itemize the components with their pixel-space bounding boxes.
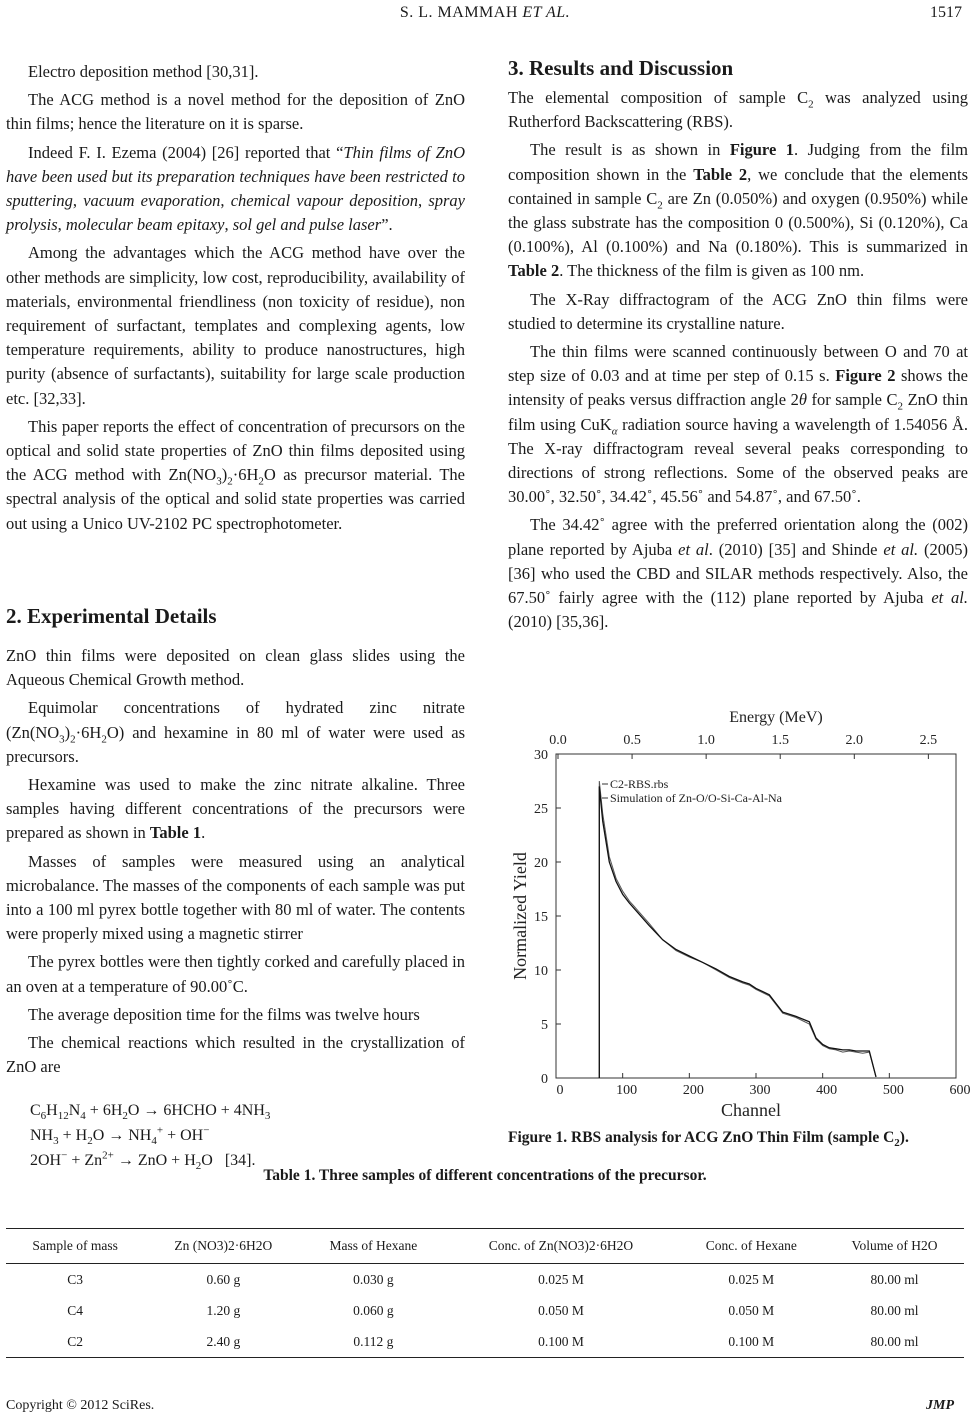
legend-entry: Simulation of Zn-O/O-Si-Ca-Al-Na (610, 791, 782, 805)
footer-copyright: Copyright © 2012 SciRes. (6, 1398, 155, 1413)
paragraph: The pyrex bottles were then tightly corked and carefully placed in an oven at a temperature of 90.00˚C. (6, 952, 465, 996)
column-header: Conc. of Hexane (705, 1238, 797, 1253)
table-cell: C3 (67, 1271, 83, 1287)
top-tick-label: 2.5 (919, 733, 938, 748)
table-cell: 0.050 M (728, 1302, 775, 1318)
footer-journal: JMP (926, 1398, 954, 1413)
equation-3: $2OH^- + Zn^{2+}$ → ZnO + $H_2O$ [34]. (30, 1149, 256, 1173)
section-heading: 3. Results and Discussion (508, 56, 734, 80)
y-tick-label: 10 (534, 964, 548, 979)
series-line (599, 781, 876, 1078)
header-authors: S. L. MAMMAH (399, 4, 518, 21)
top-tick-label: 0.5 (623, 733, 641, 748)
table-row (6, 1295, 964, 1326)
table-row (6, 1264, 964, 1296)
paragraph: The X-Ray diffractogram of the ACG ZnO thin films were studied to determine its crystalline nature. (508, 289, 968, 333)
y-tick-label: 5 (541, 1018, 548, 1033)
running-header (0, 4, 970, 22)
paragraph: This paper reports the effect of concentration of precursors on the optical and solid state properties of ZnO thin films deposited using the ACG method with $Zn(NO_3)_2\cdot 6H_2O$ as precursor material. The spectral analysis of the optical and solid state properties was carried out using a Unico UV-2102 PC spectrophotometer. (6, 416, 465, 533)
data-table (6, 1228, 964, 1358)
top-tick-label: 1.5 (771, 733, 789, 748)
x-tick-label: 0 (556, 1083, 564, 1098)
table-caption: Table 1. Three samples of different concentrations of the precursor. (263, 1167, 707, 1184)
table-cell: 80.00 ml (870, 1333, 919, 1349)
rbs-chart (508, 700, 968, 1120)
paragraph: ZnO thin films were deposited on clean glass slides using the Aqueous Chemical Growth method. (6, 646, 465, 690)
y-tick-label: 25 (534, 802, 548, 817)
table-header-row (6, 1229, 964, 1264)
table-cell: 0.025 M (538, 1271, 584, 1287)
x-tick-label: 200 (682, 1083, 704, 1098)
legend-entry: C2-RBS.rbs (610, 777, 669, 791)
paragraph: Masses of samples were measured using an analytical microbalance. The masses of the components of each sample was put into a 100 ml pyrex bottle together with 80 ml of water. The contents were properly mixed using a magnetic stirrer (6, 851, 465, 944)
paragraph: Electro deposition method [30,31]. (28, 62, 259, 81)
table-cell: 0.100 M (728, 1333, 775, 1349)
top-tick-label: 0.0 (549, 733, 567, 748)
x-tick-label: 100 (616, 1083, 638, 1098)
section-heading: 2. Experimental Details (6, 604, 217, 628)
table-cell: 0.030 g (353, 1271, 394, 1287)
series-line (599, 786, 876, 1078)
column-header: Mass of Hexane (329, 1238, 418, 1253)
table-cell: C4 (67, 1302, 83, 1318)
paragraph: The thin films were scanned continuously between O and 70 at step size of 0.03 and at time per step of 0.15 s. Figure 2 shows the intensity of peaks versus diffraction angle 2θ for sample $C_2$ ZnO thin film using CuK$_\alpha$ radiation source having a wavelength of 1.54056 Å. The X-ray diffractogram reveal several peaks corresponding to directions of strong reflections. Some of the observed peaks are 30.00˚, 32.50˚, 34.42˚, 45.56˚ and 54.87˚, and 67.50˚. (508, 342, 969, 507)
table-cell: 0.100 M (538, 1333, 584, 1349)
y-tick-label: 20 (534, 856, 548, 871)
x-tick-label: 600 (949, 1083, 970, 1098)
top-axis-label: Energy (MeV) (729, 709, 823, 726)
top-tick-label: 1.0 (697, 733, 715, 748)
top-tick-label: 2.0 (845, 733, 864, 748)
equation-citation: [34]. (224, 1152, 256, 1169)
paragraph: Among the advantages which the ACG method have over the other methods are simplicity, low cost, reproducibility, availability of materials, environmental friendliness (non toxicity of residue), non requirement of surfactant, templates and complexing agents, low temperature requirements, ability to produce nanostructures, high purity (absence of surfactants), suitability for large scale production etc. [32,33]. (6, 243, 465, 408)
paragraph: The chemical reactions which resulted in the crystallization of ZnO are (6, 1033, 465, 1077)
table-cell: 0.112 g (353, 1333, 394, 1349)
table-cell: 80.00 ml (870, 1271, 919, 1287)
x-axis-label: Channel (721, 1100, 781, 1120)
paragraph: Hexamine was used to make the zinc nitrate alkaline. Three samples having different concentrations of the precursors were prepared as shown in Table 1. (6, 775, 465, 843)
table-cell: 0.025 M (728, 1271, 775, 1287)
paragraph: The result is as shown in Figure 1. Judging from the film composition shown in the Table 2, we conclude that the elements contained in sample $C_2$ are Zn (0.050%) and oxygen (0.950%) while the glass substrate has the composition 0 (0.500%), Si (0.120%), Ca (0.100%), Al (0.100%) and Na (0.180%). This is summarized in Table 2. The thickness of the film is given as 100 nm. (508, 140, 969, 281)
table-cell: 80.00 ml (870, 1302, 919, 1318)
paragraph: The average deposition time for the films was twelve hours (28, 1004, 420, 1024)
page-number: 1517 (930, 4, 962, 21)
table-cell: 1.20 g (206, 1302, 241, 1318)
paragraph: Indeed F. I. Ezema (2004) [26] reported that “Thin films of ZnO have been used but its preparation techniques have been restricted to sputtering, vacuum evaporation, chemical vapour deposition, spray prolysis, molecular beam epitaxy, sol gel and pulse laser”. (6, 142, 465, 235)
equation-2: $NH_3 + H_2O \to NH_4^+ + OH^-$ (30, 1124, 210, 1148)
paragraph: The 34.42˚ agree with the preferred orientation along the (002) plane reported by Ajuba et al. (2010) [35] and Shinde et al. (2005) [36] who used the CBD and SILAR methods respectively. Also, the 67.50˚ fairly agree with the (112) plane reported by Ajuba et al. (2010) [35,36]. (508, 515, 969, 632)
x-tick-label: 400 (816, 1083, 838, 1098)
table-cell: 0.060 g (353, 1302, 394, 1318)
x-tick-label: 500 (882, 1083, 904, 1098)
left-column (6, 60, 465, 540)
table-cell: 0.050 M (538, 1302, 584, 1318)
y-tick-label: 15 (534, 910, 548, 925)
table-cell: 0.60 g (206, 1271, 241, 1287)
equation-1: $C_6H_{12}N_4 + 6H_2O$ → 6HCHO + $4NH_3$ (30, 1102, 271, 1123)
column-header: Volume of H2O (851, 1238, 938, 1253)
header-etal: ET AL. (522, 4, 571, 21)
table-row (6, 1326, 964, 1358)
y-tick-label: 0 (541, 1072, 548, 1087)
paragraph: Equimolar concentrations of hydrated zinc nitrate $(Zn(NO_3)_2\cdot 6H_2O)$ and hexamine in 80 ml of water were used as precursors. (6, 698, 465, 766)
column-header: Zn (NO3)2·6H2O (174, 1238, 273, 1253)
paragraph: The ACG method is a novel method for the deposition of ZnO thin films; hence the literature on it is sparse. (6, 90, 465, 134)
right-column (508, 86, 968, 638)
column-header: Conc. of Zn(NO3)2·6H2O (488, 1238, 634, 1253)
paragraph: The elemental composition of sample $C_2$ was analyzed using Rutherford Backscattering (RBS). (508, 88, 969, 132)
table-cell: C2 (67, 1333, 83, 1349)
column-header: Sample of mass (32, 1238, 118, 1253)
y-axis-label: Normalized Yield (510, 852, 530, 980)
table-cell: 2.40 g (206, 1333, 241, 1349)
experimental-section (6, 644, 465, 1083)
x-tick-label: 300 (749, 1083, 771, 1098)
figure-caption: Figure 1. RBS analysis for ACG ZnO Thin Film (sample $C_2$). (508, 1129, 909, 1150)
y-tick-label: 30 (534, 748, 548, 763)
